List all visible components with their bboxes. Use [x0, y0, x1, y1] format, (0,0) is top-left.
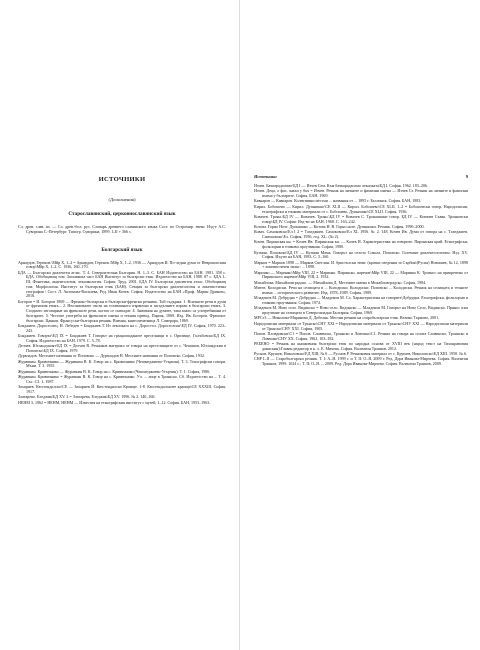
bibliography-entry: Митев. Колодиски. Речи на селищата в ... Колодиски. Колодиски. Поповско ... Колодиски. Речник на селищата и техните имена ... историческото развитие. Изд. 1878–1989. София, 1989.: [254, 285, 468, 295]
bibliography-entry: Маринко — Маринко\Мйр VIII, 22 = Маринко. Пиринско, наречие\Мйр VIII, 22 — Маринко К. Тризнос на прикрепено от Пиринското наречие\Мйр VIII, 2. 1932.: [254, 269, 468, 280]
bibliography-entry: Кавкаров — Кавкаров. Колективни местни ... названия от ... 1895 г. Бъзлинск. София. БАН, 1983.: [254, 198, 422, 204]
bibliography-entry: Захарнев. Кюстендилско\СЕ — Захарнев Й. Кюстендилско Краище. 1-8. Кюстендилските краища\СЕ XXXIII. София. 1917.: [18, 384, 226, 394]
page-title: ИСТОЧНИКИ: [98, 176, 146, 183]
bibliography-entry: Арнаудов. Геренов.\Мйр Х, 1–2 = Арнаудов, Геренов.\Мйр Х, 1–2, 1936 — Арнаудов И. По-ледни думи от Неврокопския говор\Мйр Х, 1–2, С. 1936, 160–170.: [18, 259, 226, 270]
bibliography-entry: Бояджиев. Доростолец. Н. Лебедев = Бояджиев Т. Из лексиката на с. Доростол. Доростолски\ЕД IV. София, 1970. 223–243.: [18, 323, 226, 333]
running-head-title: Источники: [254, 174, 277, 179]
bibliography-entry: Ковачев. Троян.\БД IV — Ковачев. Троян.\БД IV = Ковачев С. Тронашкият говор. БД IV — Ковачев Съвак. Трояновски говор\БД IV. София: Изд-во на БАН, 1968. С. 163–242.: [254, 213, 468, 224]
bibliography-entry: Кочев. Пиринская кн. = Кочев Ив. Пиринская кн. — Кочев И. Характеристика на говорите. Пиринская край. Етнографски, фолклорни и езикови проучвания. София, 1980.: [254, 239, 468, 250]
bibliography-entry: Златарева. Еледжик\БД XV. 2 = Златарева. Еледжик\БД XV. 1996. № 2. 140–160.: [18, 394, 156, 400]
bibliography-entry: Народописни материали от Трънско\СНУ XXI = Народописни материали от Трънско\СНУ XXI — Народописни материали от Трънско\СНУ XXI. София, 1905.: [254, 320, 468, 331]
section-heading-bulgarian: Болгарский язык: [101, 246, 143, 253]
subtitle: (Дополнения): [108, 197, 136, 202]
bibliography-entry: Бояджиев. Говорът\ЕД IX = Бояджиев Т. Говорът на гръцкопиданите преселници в с. Оризище, Гълъбовско\БД IX. София. Издателство на БАН, 1979. С. 5–78.: [18, 333, 226, 343]
bibliography-entry: Кирил. Бобошево — Кирил. Дупнишко\СЕ XLII — Кирил. Бобошево\СЕ XLII, 1–2 = Бобошевски говор, Народописни, етнографски и езикови материали от с. Бобошево, Дупнишко\СЕ XLII. София, 1936.: [254, 203, 468, 214]
right-page: [240, 0, 480, 650]
running-head: [254, 174, 468, 181]
bibliography-entry: Журавкин. Кривичнико — Журавкин В. К. Говор на с. Кривичнико (Чешмеджиево-Угърчин). Т. 3. Топографски говори. Мъни. Т. 3. 1955.: [18, 358, 226, 369]
bibliography-entry: Сл. древ. слав. яз. — Сл. древ.-бол. рус. Словарь древнего славянского языка Сост. по Остромир. евенг. Изд-е А.С. Суворина С.-Петербург. Типогр. Суворина, 1899. I–II + 366 с.: [18, 224, 226, 234]
bibliography-entry: Богоров = И. Богоров 1869 — Френско-български и български-френски речникъ. Той съдържа: 1. Всичките речи и думи от френския езикъ... 2. Неозначените части на тогавашното първично и загадъчните изрази в български езикъ. 3. Сходното изговаряне на френските речи, когато се съвпадат. 4. Значения на думите, така както са употребявани от българите. 5. Честите употреби на френските имена и техния превод. Париж, 1869. Изд. Ив. Богоров. Френски-български. Цанков. Франсуски-български речник. Виенна, книгопечатница Л. Сомерара, 1869.: [18, 298, 226, 323]
bibliography-entry: Дурвладов. Местните названия от Поповско — Дурвладов Н. Местните названия от Поповско. София, 1932.: [18, 353, 205, 359]
bibliography-entry: Делчев. Ютландският\БД IX = Делчев В. Речников материал от говора на преселниците от с. Чешанов, Ютландския в Поповско\БД IX. София, 1979.: [18, 343, 226, 353]
section-heading-church-slavonic: Старославянский, церковнославянский язык: [68, 211, 176, 217]
bibliography-entry: НЕНМ 3, 1962 = НЕНМ, НЕНМ — Известия на етнографския институт с музей, 1–12. София. БАН, 1953–1963.: [18, 399, 211, 405]
bibliography-entry: Младенов М. Добрудна = Добрудна — Младенов М. Сл. Характеристика на говорите\Добрудна. Етнографски, фолклорни и езикови проучвания. София, 1974.: [254, 295, 468, 305]
section-bulgarian-entries: [18, 261, 226, 406]
bibliography-entry: Младенов М. Ново село. Видинско = Ново село. Видинско — Младенов М. Говорът на Ново Село, Видинско. Принос към проучване на селищата в Северозападна България. София, 1969.: [254, 305, 468, 316]
bibliography-entry: Журавкин. Кривичнико — Журавкин В. К. Говор на с. Кривичнико (Чешмеджиево-Угърчин). Т. 1. София, 1986.: [18, 368, 211, 374]
bibliography-entry: Михайлова. Михайловградско. — Михайлова Д. Местните имена в Михайловградско. София, 1984.: [254, 279, 427, 285]
bibliography-entry: СНР I–II — Старобългарски речник. Т. I: А–Н. 1999 г. и Т. II: О–Я. 2009 г. Ред. Дора Иванова-Мирчева. София. Валентин Траянов, 1999. 1024 с.; Т. II: О–Я. ... 2009. Ред. Дора Иванова-Мирчева. София. Валентин Траянов, 2009.: [254, 356, 468, 367]
bibliography-entry: Журавкин. Кривичнико = Журавкин В. К. Говор на с. Кривичнико. Уч. ... лице в Троянско. Сб. Издателство на ... Т. 4. Със. СЗ. 1. 1987.: [18, 374, 226, 384]
bibliography-entry: Ковач. Самоковско\Ел I 2 = Тахеджиев. Самоковско\Ел XL 1956. № 2. 148. Кочев Ив. Думи от говора на с. Тахеджиев, Самоковско\Ел. София, 1956, год. XL. (№ 2).: [254, 229, 468, 240]
bibliography-entry: Руснов. Крушев, Николовско\ЕД XIII, № 6 — Руснов Р. Речниковия материал от с. Крушев, Николовско\ЕД XIII. 1958. № 6.: [254, 351, 467, 357]
bibliography-entry: Попов. Пловдивски\С1 = Попов. Сливенско, Троянско и Ловешко\С1. Речник на говора на селата Сливенско, Троянско и Ловешко\СНУ XX. София, 1962. 103–182.: [254, 330, 468, 341]
bibliography-entry: БДА — Български диалектен атлас. Т. 4. Североизточна България. Н. 1–3. С. БАН Издателство на БАН, 1981. 358 с. БДА. Обобщаващ том: Заглавната част БАН Институт за български език. Издателство на БАН, 1988. 87 с. БДА I–III. Фонетика, акцентология, лексикология. София: Труд, 2001. БДА IV. Български диалектен атлас. Обобщаващ том: Морфология. Институт за български език (БАН). Секция за български диалектология и лингвистична география / Сост. Л. Антонова-Василева, Ред. Иван Кочев. София. Издателство на БАН «Проф. Марин Дринов», 2016.: [18, 269, 226, 299]
bibliography-entry: МРСт3 — Николова-Маринова Д. Добеляк. Местни речник на старобългарски език. Велико Търново, 2001.: [254, 315, 440, 321]
section-church-slavonic-entries: [18, 225, 226, 235]
bibliography-entry: Изчев. Деца, о фас, знахи у бъч = Изчев. Речник на личните и фамилни имена — Изчев Ст. Речник на личните и фамилни имена у българите. София. БАН, 1969.: [254, 188, 468, 199]
bibliography-entry: РЕБЕНО = Речник на книжовния български език по народна основа от XVIII век (народ текст на Тихонравовия дамаскин)\Главен редактор и к. л. Е. Мичева. София. Валентин Траянов, 2012.: [254, 340, 468, 351]
right-page-entries: [254, 184, 468, 367]
bibliography-entry: Изчев. Бачкарадасимо\БД I — Изчев Сем. Към бачкарадасимо лексиката\БД I. София, 1962. 183–206.: [254, 183, 428, 188]
bibliography-entry: Котова. Горно Нозе. Дупнишко — Котова Н. В. Горно нозе. Дупнишки. Речник. София, 1990–2000.: [254, 223, 425, 229]
page-number: 9: [465, 174, 468, 179]
bibliography-entry: Марков = Марков 1898 — Марков Светлин. И. бристълски земи: (кратки сведения за Сърбия\(Русия) Новишев, № 12, 1898 + лингвистичен запис: ... 1898.: [254, 259, 468, 270]
bibliography-entry: Кузмин. Поповско\БД IV — Кузмин Мама. Говорът на селото Сокола. Поповско. Големият диалектологичен. Изд. XV. София. Изд-во на БАН, 1983. С. 5–160.: [254, 249, 468, 260]
